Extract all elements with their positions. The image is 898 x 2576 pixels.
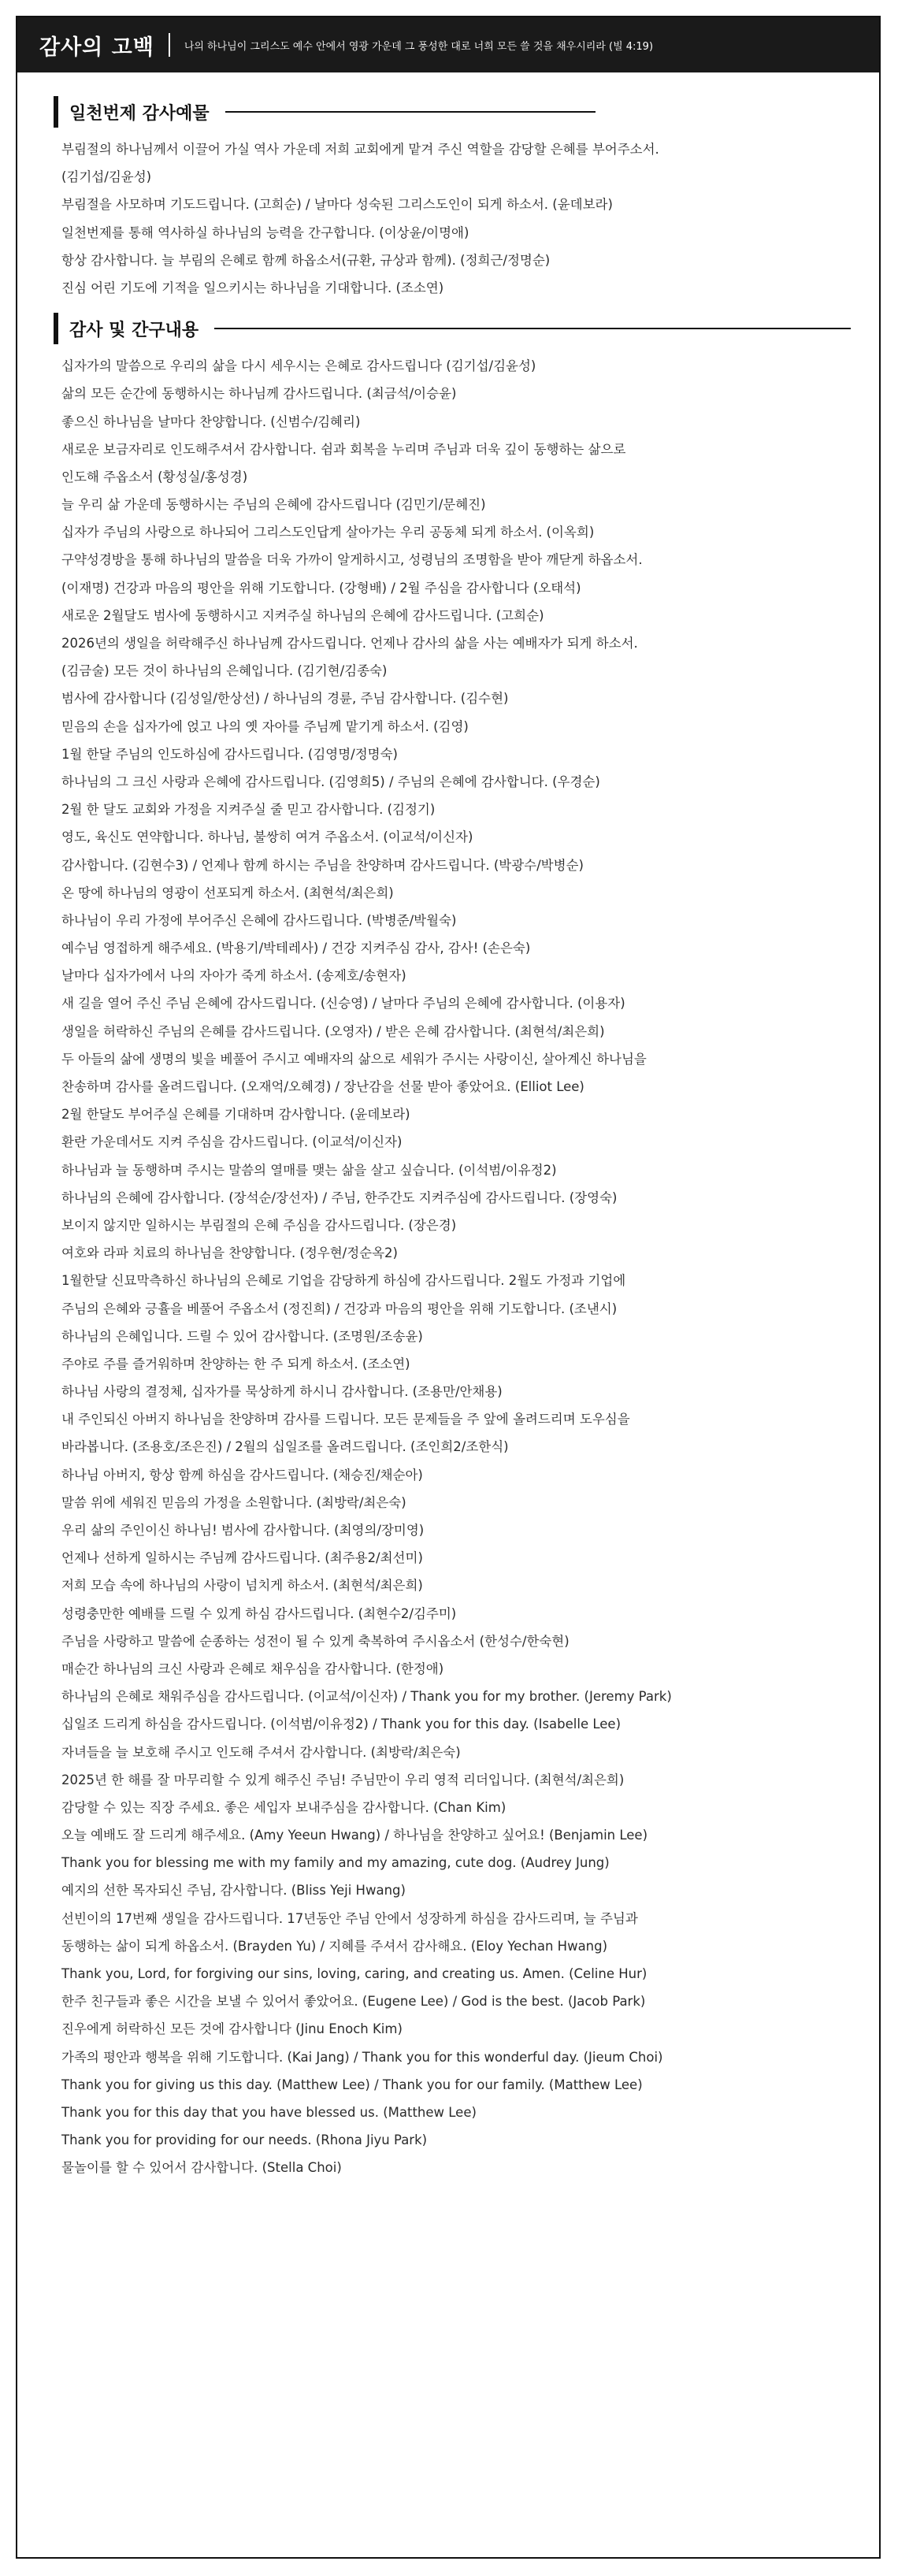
list-item: 여호와 라파 치료의 하나님을 찬양합니다. (정우현/정순옥2): [61, 1245, 398, 1261]
section-heading: [54, 313, 851, 344]
list-item: Thank you for providing for our needs. (Rhona Jiyu Park): [61, 2132, 428, 2148]
list-item: 감당할 수 있는 직장 주세요. 좋은 세입자 보내주심을 감사합니다. (Chan Kim): [61, 1799, 507, 1815]
list-item: Thank you for blessing me with my family and my amazing, cute dog. (Audrey Jung): [61, 1855, 610, 1871]
section-thanks: [17, 313, 879, 2181]
list-item: 1월 한달 주님의 인도하심에 감사드립니다. (김영명/정명숙): [61, 746, 398, 762]
thanks-list: [61, 352, 851, 2181]
list-item: Thank you for this day that you have blessed us. (Matthew Lee): [61, 2104, 477, 2120]
list-item: 새로운 보금자리로 인도해주셔서 감사합니다. 쉼과 회복을 누리며 주님과 더욱 깊이 동행하는 삶으로: [61, 441, 626, 457]
section-title: 일천번제 감사예물: [69, 103, 210, 124]
list-item: 하나님의 그 크신 사랑과 은혜에 감사드립니다. (김영희5) / 주님의 은혜에 감사합니다. (우경순): [61, 774, 600, 789]
list-item: 범사에 감사합니다 (김성일/한상선) / 하나님의 경륜, 주님 감사합니다. (김수현): [61, 691, 509, 707]
list-item: 말씀 위에 세워진 믿음의 가정을 소원합니다. (최방락/최은숙): [61, 1494, 406, 1510]
list-item: (이재명) 건강과 마음의 평안을 위해 기도합니다. (강형배) / 2월 주심을 감사합니다 (오태석): [61, 580, 581, 596]
list-item: 주야로 주를 즐거워하며 찬양하는 한 주 되게 하소서. (조소연): [61, 1356, 410, 1372]
list-item: 찬송하며 감사를 올려드립니다. (오재억/오혜경) / 장난감을 선물 받아 좋았어요. (Elliot Lee): [61, 1079, 584, 1094]
list-item: 가족의 평안과 행복을 위해 기도합니다. (Kai Jang) / Thank you for this wonderful day. (Jieum Choi): [61, 2049, 663, 2065]
page-title: 감사의 고백: [39, 35, 154, 60]
list-item: 하나님 아버지, 항상 함께 하심을 감사드립니다. (채승진/채순아): [61, 1467, 423, 1483]
list-item: 하나님이 우리 가정에 부어주신 은혜에 감사드립니다. (박병준/박월숙): [61, 912, 457, 928]
list-item: 두 아들의 삶에 생명의 빛을 베풀어 주시고 예배자의 삶으로 세워가 주시는 사랑이신, 살아계신 하나님을: [61, 1051, 647, 1067]
list-item: 부림절의 하나님께서 이끌어 가실 역사 가운데 저희 교회에게 맡겨 주신 역할을 감당할 은혜를 부어주소서.: [61, 142, 659, 157]
list-item: 예지의 선한 목자되신 주님, 감사합니다. (Bliss Yeji Hwang): [61, 1883, 406, 1899]
list-item: 내 주인되신 아버지 하나님을 찬양하며 감사를 드립니다. 모든 문제들을 주 앞에 올려드리며 도우심을: [61, 1412, 630, 1427]
list-item: 동행하는 삶이 되게 하옵소서. (Brayden Yu) / 지혜를 주셔서 감사해요. (Eloy Yechan Hwang): [61, 1938, 608, 1954]
list-item: 하나님과 늘 동행하며 주시는 말씀의 열매를 맺는 삶을 살고 싶습니다. (이석범/이유정2): [61, 1162, 557, 1178]
list-item: 부림절을 사모하며 기도드립니다. (고희순) / 날마다 성숙된 그리스도인이 되게 하소서. (윤데보라): [61, 197, 613, 213]
list-item: 삶의 모든 순간에 동행하시는 하나님께 감사드립니다. (최금석/이승윤): [61, 386, 457, 402]
list-item: 십일조 드리게 하심을 감사드립니다. (이석범/이유정2) / Thank you for this day. (Isabelle Lee): [61, 1717, 622, 1732]
list-item: 새로운 2월달도 범사에 동행하시고 지켜주실 하나님의 은혜에 감사드립니다. (고희순): [61, 607, 544, 623]
list-item: 환란 가운데서도 지켜 주심을 감사드립니다. (이교석/이신자): [61, 1134, 403, 1150]
list-item: 우리 삶의 주인이신 하나님! 범사에 감사합니다. (최영의/장미영): [61, 1523, 425, 1538]
list-item: 예수님 영접하게 해주세요. (박용기/박테레사) / 건강 지켜주심 감사, 감사! (손은숙): [61, 941, 531, 956]
list-item: 주님을 사랑하고 말씀에 순종하는 성전이 될 수 있게 축복하여 주시옵소서 (한성수/한숙현): [61, 1633, 570, 1649]
list-item: 바라봅니다. (조용호/조은진) / 2월의 십일조를 올려드립니다. (조인희2/조한식): [61, 1439, 509, 1455]
bulletin-frame: [16, 16, 881, 2559]
section-heading: [54, 96, 851, 128]
list-item: 언제나 선하게 일하시는 주님께 감사드립니다. (최주용2/최선미): [61, 1550, 423, 1566]
list-item: 좋으신 하나님을 날마다 찬양합니다. (신범수/김혜리): [61, 414, 361, 429]
list-item: 일천번제를 통해 역사하실 하나님의 능력을 간구합니다. (이상윤/이명애): [61, 225, 469, 240]
list-item: 2025년 한 해를 잘 마무리할 수 있게 해주신 주님! 주님만이 우리 영적 리더입니다. (최현석/최은희): [61, 1772, 625, 1787]
header-divider: [169, 33, 170, 57]
list-item: 물놀이를 할 수 있어서 감사합니다. (Stella Choi): [61, 2160, 342, 2176]
section-title: 감사 및 간구내용: [69, 320, 199, 340]
header-verse: 나의 하나님이 그리스도 예수 안에서 영광 가운데 그 풍성한 대로 너희 모든 쓸 것을 채우시리라 (빌 4:19): [184, 40, 654, 53]
section-offering: [17, 96, 879, 302]
list-item: 하나님의 은혜입니다. 드릴 수 있어 감사합니다. (조명원/조송윤): [61, 1328, 423, 1344]
list-item: 온 땅에 하나님의 영광이 선포되게 하소서. (최현석/최은희): [61, 885, 394, 900]
list-item: 십자가 주님의 사랑으로 하나되어 그리스도인답게 살아가는 우리 공동체 되게 하소서. (이옥희): [61, 525, 595, 540]
list-item: 영도, 육신도 연약합니다. 하나님, 불쌍히 여겨 주옵소서. (이교석/이신자): [61, 830, 473, 845]
list-item: 생일을 허락하신 주님의 은혜를 감사드립니다. (오영자) / 받은 은혜 감사합니다. (최현석/최은희): [61, 1023, 605, 1039]
list-item: 오늘 예배도 잘 드리게 해주세요. (Amy Yeeun Hwang) / 하나님을 찬양하고 싶어요! (Benjamin Lee): [61, 1828, 648, 1843]
list-item: 주님의 은혜와 긍휼을 베풀어 주옵소서 (정진희) / 건강과 마음의 평안을 위해 기도합니다. (조낸시): [61, 1301, 618, 1316]
list-item: 늘 우리 삶 가운데 동행하시는 주님의 은혜에 감사드립니다 (김민기/문혜진): [61, 497, 486, 513]
list-item: 자녀들을 늘 보호해 주시고 인도해 주셔서 감사합니다. (최방락/최은숙): [61, 1744, 461, 1760]
list-item: 날마다 십자가에서 나의 자아가 죽게 하소서. (송제호/송현자): [61, 968, 406, 984]
list-item: 1월한달 신묘막측하신 하나님의 은혜로 기업을 감당하게 하심에 감사드립니다. 2월도 가정과 기업에: [61, 1273, 626, 1289]
list-item: 2026년의 생일을 허락해주신 하나님께 감사드립니다. 언제나 감사의 삶을 사는 예배자가 되게 하소서.: [61, 636, 638, 651]
list-item: 저희 모습 속에 하나님의 사랑이 넘치게 하소서. (최현석/최은희): [61, 1578, 423, 1594]
heading-rule: [214, 328, 851, 329]
offering-list: [61, 135, 851, 302]
page-header: [17, 17, 879, 72]
list-item: 한주 친구들과 좋은 시간을 보낼 수 있어서 좋았어요. (Eugene Lee) / God is the best. (Jacob Park): [61, 1994, 646, 2010]
list-item: Thank you, Lord, for forgiving our sins, loving, caring, and creating us. Amen. (Celine Hur): [61, 1966, 648, 1981]
list-item: 매순간 하나님의 크신 사랑과 은혜로 채우심을 감사합니다. (한정애): [61, 1661, 444, 1676]
list-item: 새 길을 열어 주신 주님 은혜에 감사드립니다. (신승영) / 날마다 주님의 은혜에 감사합니다. (이용자): [61, 996, 625, 1011]
heading-bar: [54, 313, 58, 344]
list-item: 항상 감사합니다. 늘 부림의 은혜로 함께 하옵소서(규환, 규상과 함께). (정희근/정명순): [61, 252, 551, 268]
list-item: 하나님의 은혜로 채워주심을 감사드립니다. (이교석/이신자) / Thank you for my brother. (Jeremy Park): [61, 1689, 672, 1705]
list-item: (김금술) 모든 것이 하나님의 은혜입니다. (김기현/김종숙): [61, 663, 388, 679]
list-item: 하나님의 은혜에 감사합니다. (장석순/장선자) / 주님, 한주간도 지켜주심에 감사드립니다. (장영숙): [61, 1190, 618, 1205]
list-item: 하나님 사랑의 결정체, 십자가를 묵상하게 하시니 감사합니다. (조용만/안채용): [61, 1384, 503, 1400]
list-item: 2월 한달도 부어주실 은혜를 기대하며 감사합니다. (윤데보라): [61, 1107, 410, 1123]
list-item: 감사합니다. (김현수3) / 언제나 함께 하시는 주님을 찬양하며 감사드립니다. (박광수/박병순): [61, 857, 584, 873]
list-item: 십자가의 말씀으로 우리의 삶을 다시 세우시는 은혜로 감사드립니다 (김기섭/김윤성): [61, 358, 536, 374]
list-item: 선빈이의 17번째 생일을 감사드립니다. 17년동안 주님 안에서 성장하게 하심을 감사드리며, 늘 주님과: [61, 1910, 638, 1926]
list-item: 보이지 않지만 일하시는 부림절의 은혜 주심을 감사드립니다. (장은경): [61, 1217, 457, 1233]
list-item: 인도해 주옵소서 (황성실/홍성경): [61, 469, 248, 484]
list-item: 진우에게 허락하신 모든 것에 감사합니다 (Jinu Enoch Kim): [61, 2021, 403, 2037]
list-item: 진심 어린 기도에 기적을 일으키시는 하나님을 기대합니다. (조소연): [61, 280, 444, 295]
heading-rule: [225, 111, 596, 113]
list-item: 구약성경방을 통해 하나님의 말씀을 더욱 가까이 알게하시고, 성령님의 조명함을 받아 깨닫게 하옵소서.: [61, 552, 643, 568]
list-item: Thank you for giving us this day. (Matthew Lee) / Thank you for our family. (Matthew Lee): [61, 2077, 643, 2092]
list-item: 믿음의 손을 십자가에 얹고 나의 옛 자아를 주님께 맡기게 하소서. (김영): [61, 718, 469, 734]
list-item: 2월 한 달도 교회와 가정을 지켜주실 줄 믿고 감사합니다. (김정기): [61, 802, 436, 818]
list-item: 성령충만한 예배를 드릴 수 있게 하심 감사드립니다. (최현수2/김주미): [61, 1605, 457, 1621]
list-item: (김기섭/김윤성): [61, 169, 152, 185]
heading-bar: [54, 96, 58, 128]
